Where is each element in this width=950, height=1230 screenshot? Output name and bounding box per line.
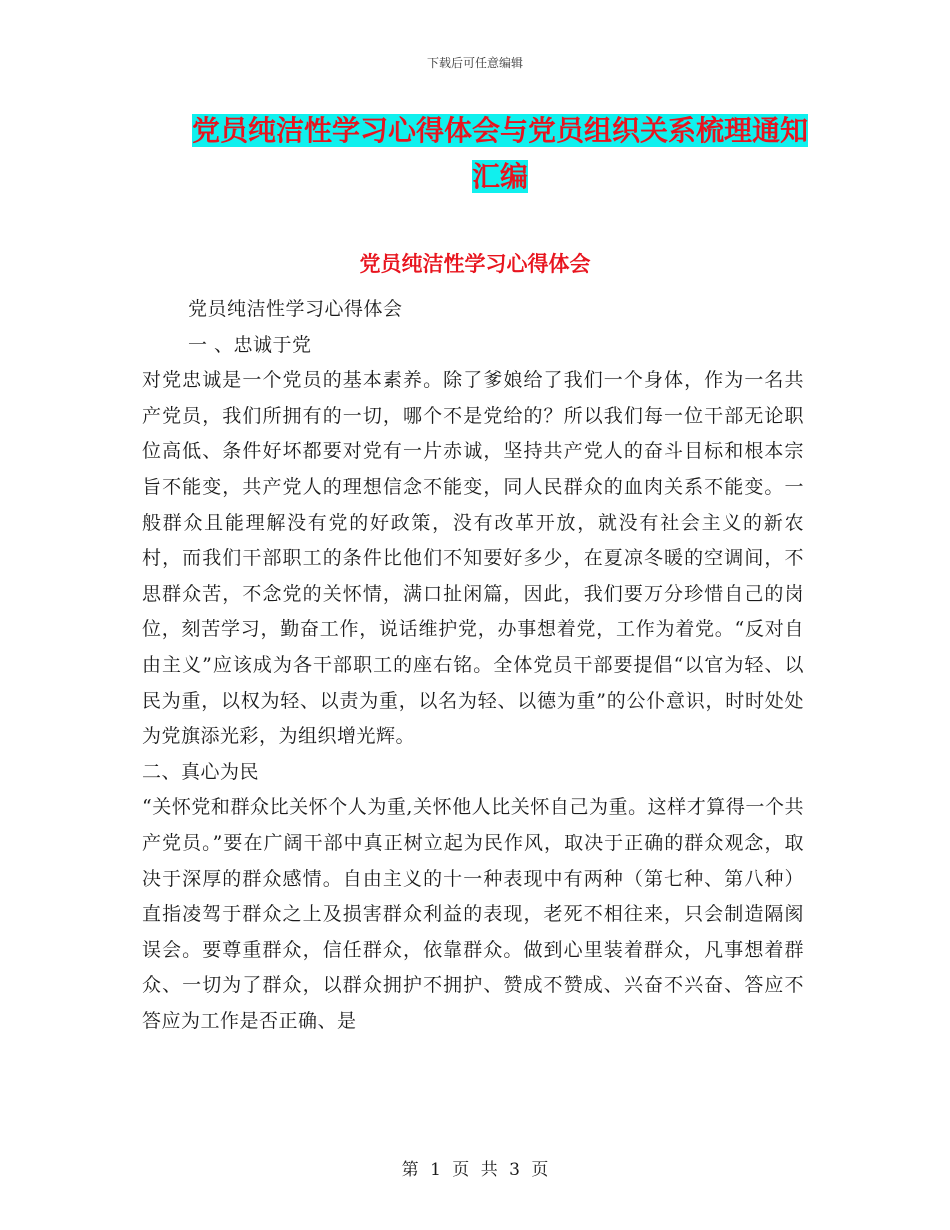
document-title xyxy=(192,108,808,200)
page-footer: 第 1 页 共 3 页 xyxy=(401,1160,549,1180)
document-body xyxy=(142,292,804,1039)
heading-serve-people: 二、真心为民 xyxy=(142,760,260,783)
paragraph-serve-people: “关怀党和群众比关怀个人为重,关怀他人比关怀自己为重。这样才算得一个共产党员。”要在广阔干部中真正树立起为民作风，取决于正确的群众观念，取决于深厚的群众感情。自由主义的十一种表现中有两种（第七种、第八种）直指凌驾于群众之上及损害群众利益的表现，老死不相往来，只会制造隔阂误会。要尊重群众，信任群众，依靠群众。做到心里装着群众，凡事想着群众、一切为了群众，以群众拥护不拥护、赞成不赞成、兴奋不兴奋、答应不答应为工作是否正确、是 xyxy=(142,796,804,1032)
heading-loyalty: 一 、忠诚于党 xyxy=(188,333,312,356)
document-title-text: 党员纯洁性学习心得体会与党员组织关系梳理通知汇编 xyxy=(192,114,809,193)
section-title: 党员纯洁性学习心得体会 xyxy=(359,252,591,276)
subtitle-line: 党员纯洁性学习心得体会 xyxy=(188,298,403,320)
paragraph-loyalty: 对党忠诚是一个党员的基本素养。除了爹娘给了我们一个身体，作为一名共产党员，我们所拥有的一切，哪个不是党给的？所以我们每一位干部无论职位高低、条件好坏都要对党有一片赤诚，坚持共产党人的奋斗目标和根本宗旨不能变，共产党人的理想信念不能变，同人民群众的血肉关系不能变。一般群众且能理解没有党的好政策，没有改革开放，就没有社会主义的新农村，而我们干部职工的条件比他们不知要好多少，在夏凉冬暖的空调间，不思群众苦，不念党的关怀情，满口扯闲篇，因此，我们要万分珍惜自己的岗位，刻苦学习，勤奋工作，说话维护党，办事想着党，工作为着党。“反对自由主义”应该成为各干部职工的座右铭。全体党员干部要提倡“以官为轻、以民为重，以权为轻、以责为重，以名为轻、以德为重”的公仆意识，时时处处为党旗添光彩，为组织增光辉。 xyxy=(142,369,804,748)
header-note: 下载后可任意编辑 xyxy=(426,56,523,70)
